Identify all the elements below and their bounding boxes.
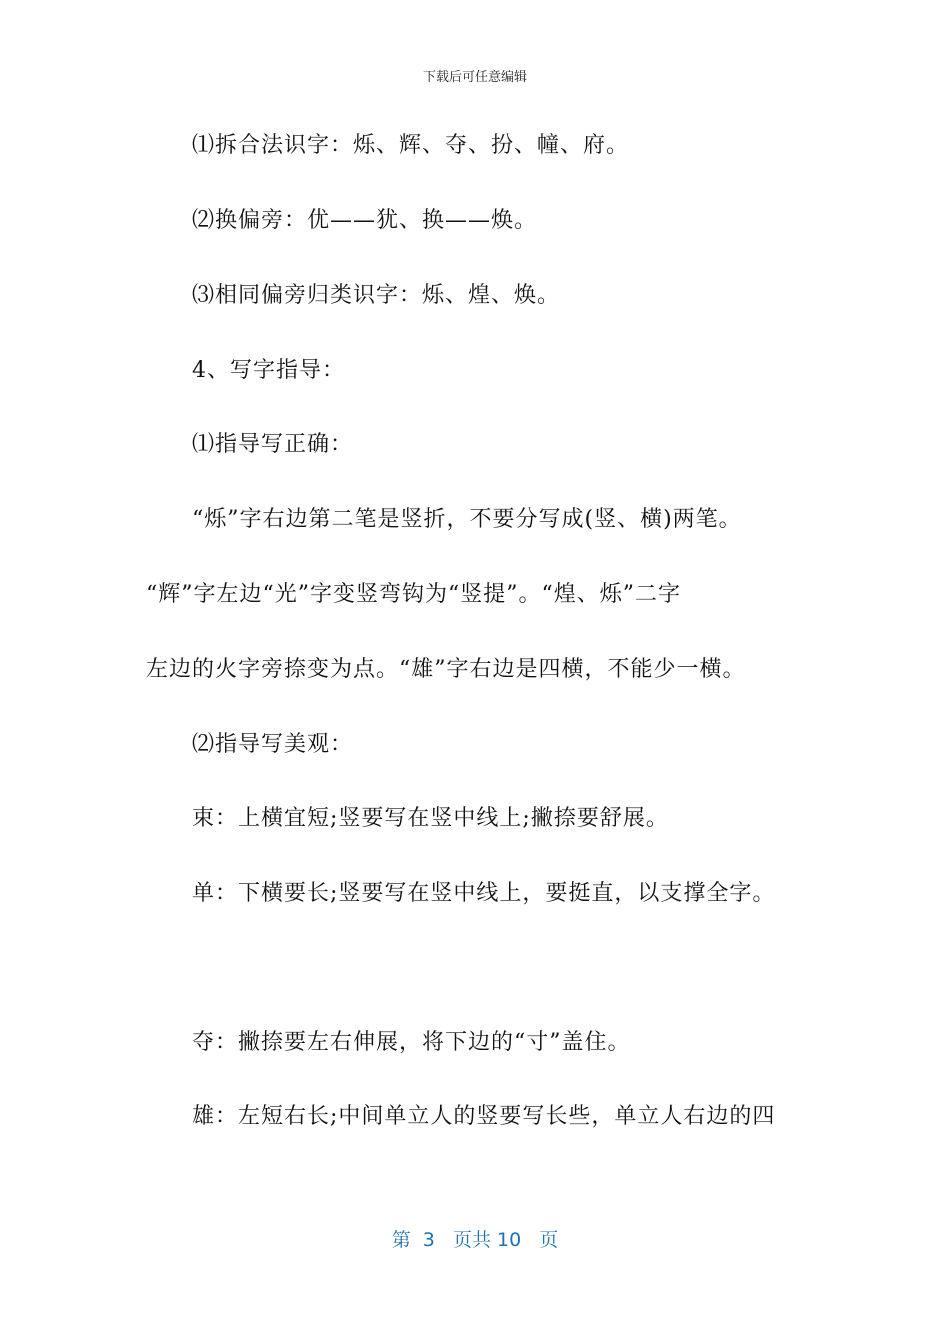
body-line: 束：上横宜短;竖要写在竖中线上;撇捺要舒展。 — [192, 806, 669, 831]
body-line: 雄：左短右长;中间单立人的竖要写长些，单立人右边的四 — [192, 1104, 776, 1129]
body-line: 4、写字指导： — [192, 358, 345, 383]
body-line: ⑶相同偏旁归类识字：烁、煌、焕。 — [192, 283, 561, 308]
body-line: 夺：撇捺要左右伸展，将下边的“寸”盖住。 — [192, 1030, 631, 1055]
body-line: “辉”字左边“光”字变竖弯钩为“竖提”。“煌、烁”二字 — [146, 582, 681, 607]
body-line: ⑵换偏旁：优——犹、换——焕。 — [192, 208, 538, 233]
body-line: “烁”字右边第二笔是竖折，不要分写成(竖、横)两笔。 — [192, 507, 742, 532]
body-line: ⑴拆合法识字：烁、辉、夺、扮、幢、府。 — [192, 133, 630, 158]
page-header: 下载后可任意编辑 — [422, 70, 527, 85]
body-line: 单：下横要长;竖要写在竖中线上，要挺直，以支撑全字。 — [192, 881, 776, 906]
body-line: 左边的火字旁捺变为点。“雄”字右边是四横，不能少一横。 — [146, 657, 746, 682]
body-line: ⑵指导写美观： — [192, 732, 354, 757]
body-line: ⑴指导写正确： — [192, 432, 354, 457]
page-number-footer: 第 3 页共 10 页 — [391, 1229, 559, 1251]
